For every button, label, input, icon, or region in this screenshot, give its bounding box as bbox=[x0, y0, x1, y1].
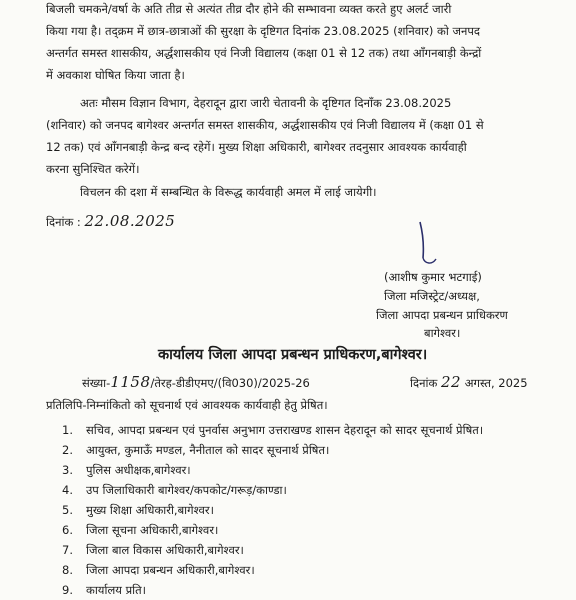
date-label: दिनांक : bbox=[46, 215, 81, 229]
signatory-org: जिला आपदा प्रबन्धन प्राधिकरण bbox=[376, 308, 508, 322]
ref-number: 1158 bbox=[110, 373, 151, 391]
ref-prefix: संख्या- bbox=[82, 376, 111, 390]
list-item: 8. जिला आपदा प्रबन्धन अधिकारी,बागेश्वर। bbox=[62, 563, 255, 577]
list-item: 4. उप जिलाधिकारी बागेश्वर/कपकोट/गरूड़/काण्डा। bbox=[62, 483, 287, 497]
para2-line-3: 12 तक) एवं आँगनबाड़ी केन्द्र बन्द रहेगें। मुख्य शिक्षा अधिकारी, बागेश्वर तदनुसार आवश्यक कार्यवाही bbox=[46, 140, 467, 154]
list-item: 6. जिला सूचना अधिकारी,बागेश्वर। bbox=[62, 523, 219, 537]
para2-line-1: अतः मौसम विज्ञान विभाग, देहरादून द्वारा जारी चेतावनी के दृष्टिगत दिनॉंक 23.08.2025 bbox=[80, 96, 452, 110]
para2-line-2: (शनिवार) को जनपद बागेश्वर अन्तर्गत समस्त शासकीय, अर्द्धशासकीय एवं निजी विद्यालय में (कक्षा 01 से bbox=[46, 118, 484, 132]
recipient-list bbox=[62, 420, 483, 600]
para1-line-2: किया गया है। तद्क्रम में छात्र-छात्राओं की सुरक्षा के दृष्टिगत दिनांक 23.08.2025 (शनिवार) को जनपद bbox=[46, 24, 481, 38]
list-item: 5. मुख्य शिक्षा अधिकारी,बागेश्वर। bbox=[62, 503, 214, 517]
para3: विचलन की दशा में सम्बन्धित के विरूद्ध कार्यवाही अमल में लाई जायेगी। bbox=[80, 185, 377, 199]
list-item: 3. पुलिस अधीक्षक,बागेश्वर। bbox=[62, 463, 191, 477]
para1-line-4: में अवकाश घोषित किया जाता है। bbox=[46, 68, 185, 82]
list-item: 1. सचिव, आपदा प्रबन्धन एवं पुनर्वास अनुभाग उत्तराखण्ड शासन देहरादून को सादर सूचनार्थ प्रेषित। bbox=[62, 423, 484, 437]
letter-date bbox=[46, 214, 175, 230]
signature-mark-icon bbox=[412, 218, 442, 270]
memo-date-rest: अगस्त, 2025 bbox=[464, 376, 528, 390]
reference-number bbox=[82, 375, 310, 391]
list-item: 2. आयुक्त, कुमाऊँ मण्डल, नैनीताल को सादर सूचनार्थ प्रेषित। bbox=[62, 443, 330, 457]
date-value: 22.08.2025 bbox=[84, 212, 176, 230]
signatory-name: (आशीष कुमार भटगाई) bbox=[384, 270, 482, 284]
list-item: 9. कार्यालय प्रति। bbox=[62, 583, 147, 597]
memo-date bbox=[410, 375, 528, 391]
memo-date-prefix: दिनांक bbox=[410, 376, 438, 390]
ref-suffix: /तेरह-डीडीएमए/(वि030)/2025-26 bbox=[150, 376, 310, 390]
para1-line-3: अन्तर्गत समस्त शासकीय, अर्द्धशासकीय एवं निजी विद्यालय (कक्षा 01 से 12 तक) तथा आँगनबाड़ी केन्द्रों bbox=[46, 46, 482, 60]
signatory-place: बागेश्वर। bbox=[424, 326, 461, 340]
office-heading: कार्यालय जिला आपदा प्रबन्धन प्राधिकरण,बागेश्वर। bbox=[158, 347, 428, 363]
list-item: 7. जिला बाल विकास अधिकारी,बागेश्वर। bbox=[62, 543, 244, 557]
signatory-designation: जिला मजिस्ट्रेट/अध्यक्ष, bbox=[384, 289, 480, 303]
para2-line-4: करना सुनिश्चित करेगें। bbox=[46, 162, 140, 176]
memo-date-day: 22 bbox=[440, 373, 462, 391]
para1-line-1: बिजली चमकने/वर्षा के अति तीव्र से अत्यंत तीव्र दौर होने की सम्भावना व्यक्त करते हुए अलर्ट जारी bbox=[46, 2, 452, 16]
copy-intro: प्रतिलिपि-निम्नांकितो को सूचनार्थ एवं आवश्यक कार्यवाही हेतु प्रेषित। bbox=[46, 398, 328, 412]
